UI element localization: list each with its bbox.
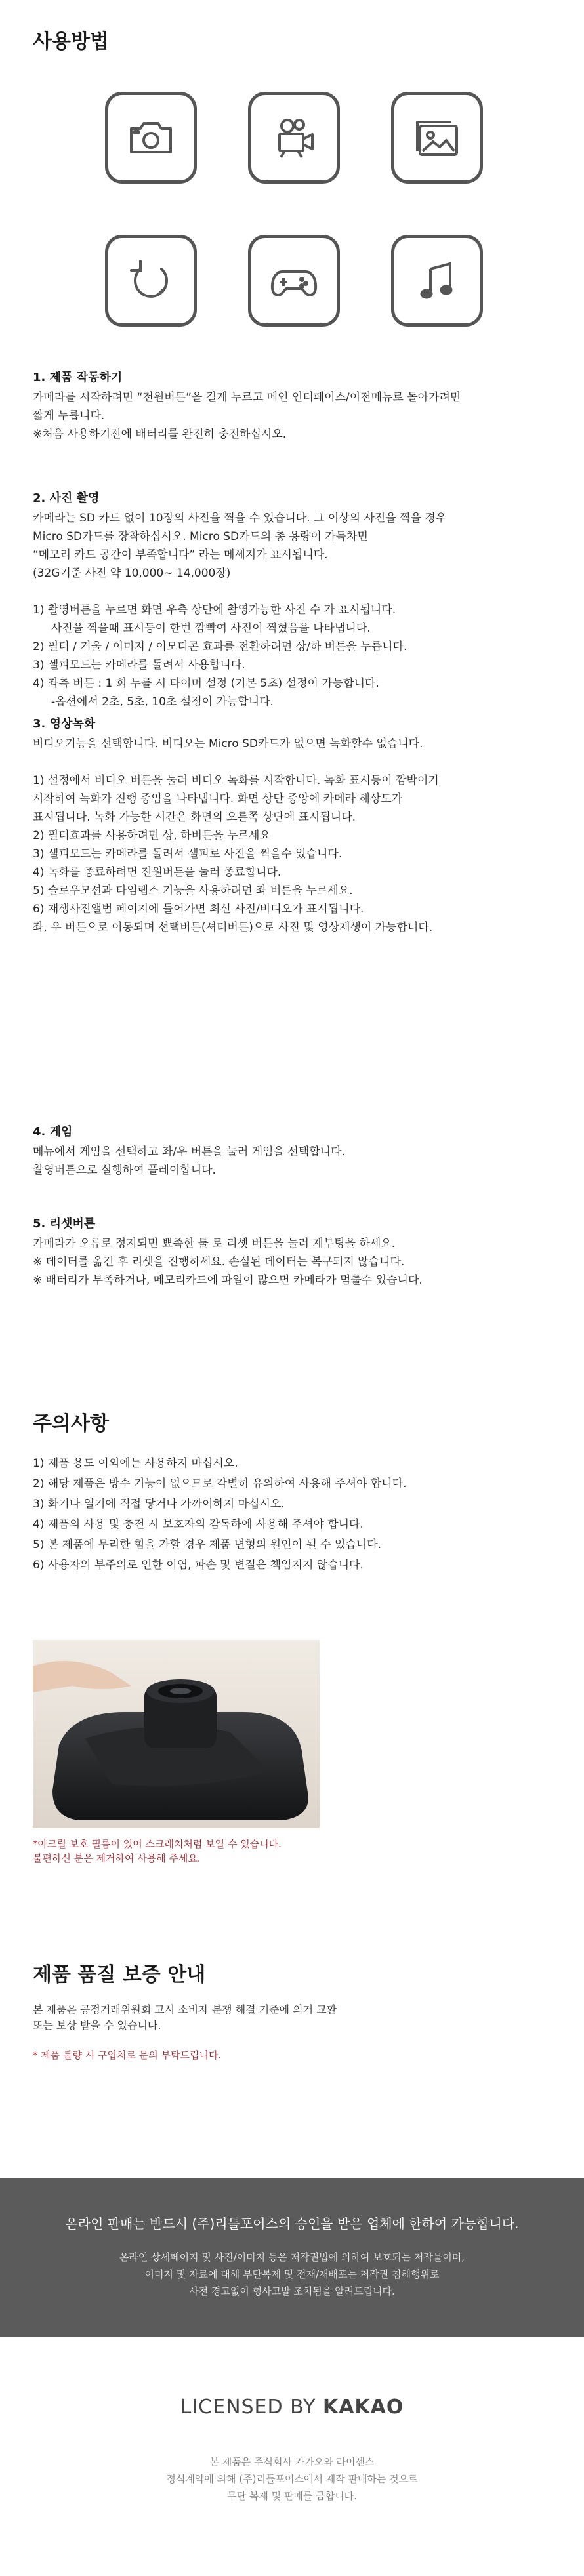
quality-note: * 제품 불량 시 구입처로 문의 부탁드립니다. xyxy=(33,2049,222,2061)
video-camera-icon xyxy=(248,92,340,184)
usage-section-power xyxy=(33,369,558,443)
text-line: 본 제품은 주식회사 카카오와 라이센스 xyxy=(209,2456,375,2468)
spacer xyxy=(33,583,558,601)
note-line: 불편하신 분은 제거하여 사용해 주세요. xyxy=(33,1852,201,1864)
text-line: (32G기준 사진 약 10,000~ 14,000장) xyxy=(33,567,231,580)
usage-title: 사용방법 xyxy=(33,30,109,53)
text-line: 1) 촬영버튼을 누르면 화면 우측 상단에 촬영가능한 사진 수 가 표시됩니다. xyxy=(33,603,396,617)
text-line: 사전 경고없이 형사고발 조치됨을 알려드립니다. xyxy=(189,2285,395,2297)
list-item: 1) 제품 용도 이외에는 사용하지 마십시오. xyxy=(33,1457,238,1470)
text-line: 비디오기능을 선택합니다. 비디오는 Micro SD카드가 없으면 녹화할수 없습니다. xyxy=(33,737,423,750)
text-line: 본 제품은 공정거래위원회 고시 소비자 분쟁 해결 기준에 의거 교환 xyxy=(33,2003,337,2016)
text-line: 5) 슬로우모션과 타임랩스 기능을 사용하려면 좌 버튼을 누르세요. xyxy=(33,884,353,897)
section-heading: 4. 게임 xyxy=(33,1125,73,1139)
text-line: 촬영버튼으로 실행하여 플레이합니다. xyxy=(33,1164,216,1177)
list-item: 6) 사용자의 부주의로 인한 이염, 파손 및 변질은 책임지지 않습니다. xyxy=(33,1559,364,1572)
quality-title: 제품 품질 보증 안내 xyxy=(33,1963,206,1986)
caution-list xyxy=(33,1454,558,1576)
text-line: 짧게 누릅니다. xyxy=(33,409,105,422)
text-line: -옵션에서 2초, 5초, 10초 설정이 가능합니다. xyxy=(51,695,274,708)
text-line: 또는 보상 받을 수 있습니다. xyxy=(33,2019,161,2032)
license-label xyxy=(0,2396,584,2419)
text-line: 2) 필터 / 거울 / 이미지 / 이모티콘 효과를 전환하려면 상/하 버튼을 누릅니다. xyxy=(33,640,407,653)
text-line: 정식계약에 의해 (주)리틀포어스에서 제작 판매하는 것으로 xyxy=(166,2473,418,2485)
text-line: 이미지 및 자료에 대해 부단복제 및 전재/재배포는 저작권 침해행위로 xyxy=(144,2268,440,2280)
product-photo xyxy=(33,1640,320,1828)
text-line: 온라인 상세페이지 및 사진/이미지 등은 저작권법에 의하여 보호되는 저작물이며, xyxy=(119,2251,465,2263)
text-line: 표시됩니다. 녹화 가능한 시간은 화면의 오른쪽 상단에 표시됩니다. xyxy=(33,811,356,824)
usage-section-game xyxy=(33,1123,558,1179)
text-line: 3) 셀피모드는 카메라를 돌려서 셀피로 사진을 찍을수 있습니다. xyxy=(33,848,343,861)
section-heading: 1. 제품 작동하기 xyxy=(33,371,123,384)
usage-section-reset xyxy=(33,1215,558,1290)
text-line: 시작하여 녹화가 진행 중임을 나타냅니다. 화면 상단 중앙에 카메라 해상도가 xyxy=(33,792,403,806)
gamepad-icon xyxy=(248,235,340,327)
caution-title: 주의사항 xyxy=(33,1412,109,1435)
text-line: 3) 셀피모드는 카메라를 돌려서 사용합니다. xyxy=(33,659,245,672)
text-line: ※ 배터리가 부족하거나, 메모리카드에 파일이 많으면 카메라가 멈출수 있습니다. xyxy=(33,1274,423,1287)
photo-note xyxy=(33,1837,282,1866)
text-line: 메뉴에서 게임을 선택하고 좌/우 버튼을 눌러 게임을 선택합니다. xyxy=(33,1145,345,1158)
text-line: 카메라를 시작하려면 “전원버튼”을 길게 누르고 메인 인터페이스/이전메뉴로 돌아가려면 xyxy=(33,391,461,404)
text-line: 좌, 우 버튼으로 이동되며 선택버튼(셔터버튼)으로 사진 및 영상재생이 가능합니다. xyxy=(33,921,433,934)
text-line: Micro SD카드를 장착하십시오. Micro SD카드의 총 용량이 가득차면 xyxy=(33,530,368,543)
note-line: *아크릴 보호 필름이 있어 스크래치처럼 보일 수 있습니다. xyxy=(33,1838,282,1850)
text-line: 카메라가 오류로 정지되면 뾰족한 툴 로 리셋 버튼을 눌러 재부팅을 하세요. xyxy=(33,1237,396,1250)
reset-icon xyxy=(105,235,197,327)
text-line: ※처음 사용하기전에 배터리를 완전히 충전하십시오. xyxy=(33,428,287,441)
list-item: 2) 해당 제품은 방수 기능이 없으므로 각별히 유의하여 사용해 주셔야 합니다. xyxy=(33,1477,407,1490)
text-line: 사진을 찍을때 표시등이 한번 깜빡여 사진이 찍혔음을 나타냅니다. xyxy=(51,622,371,635)
gallery-icon xyxy=(391,92,483,184)
license-text xyxy=(0,2453,584,2504)
license-label-brand: KAKAO xyxy=(322,2396,404,2419)
footer-main-text: 온라인 판매는 반드시 (주)리틀포어스의 승인을 받은 업체에 한하여 가능합니다. xyxy=(65,2216,519,2232)
text-line: ※ 데이터를 옮긴 후 리셋을 진행하세요. 손실된 데이터는 복구되지 않습니다. xyxy=(33,1256,405,1269)
usage-section-video xyxy=(33,715,558,937)
text-line: 6) 재생사진앨범 페이지에 들어가면 최신 사진/비디오가 표시됩니다. xyxy=(33,903,364,916)
list-item: 5) 본 제품에 무리한 힘을 가할 경우 제품 변형의 원인이 될 수 있습니다. xyxy=(33,1538,382,1551)
quality-body xyxy=(33,2002,545,2034)
text-line: 4) 좌측 버튼 : 1 회 누를 시 타이머 설정 (기본 5초) 설정이 가능합니다. xyxy=(33,677,379,690)
list-item: 3) 화기나 열기에 직접 닿거나 가까이하지 마십시오. xyxy=(33,1498,285,1511)
footer-notice xyxy=(0,2178,584,2337)
music-note-icon xyxy=(391,235,483,327)
usage-section-photo xyxy=(33,489,558,711)
section-heading: 5. 리셋버튼 xyxy=(33,1217,96,1231)
spacer xyxy=(33,753,558,771)
text-line: “메모리 카드 공간이 부족합니다” 라는 메세지가 표시됩니다. xyxy=(33,548,328,562)
text-line: 2) 필터효과를 사용하려면 상, 하버튼을 누르세요 xyxy=(33,829,270,842)
section-heading: 3. 영상녹화 xyxy=(33,717,96,731)
camera-icon xyxy=(105,92,197,184)
footer-sub-text xyxy=(0,2249,584,2300)
section-heading: 2. 사진 촬영 xyxy=(33,491,100,505)
text-line: 1) 설정에서 비디오 버튼을 눌러 비디오 녹화를 시작합니다. 녹화 표시등이 깜박이기 xyxy=(33,774,439,787)
text-line: 카메라는 SD 카드 없이 10장의 사진을 찍을 수 있습니다. 그 이상의 사진을 찍을 경우 xyxy=(33,512,447,525)
list-item: 4) 제품의 사용 및 충전 시 보호자의 감독하에 사용해 주셔야 합니다. xyxy=(33,1518,364,1531)
text-line: 4) 녹화를 종료하려면 전원버튼을 눌러 종료합니다. xyxy=(33,866,282,879)
license-label-light: LICENSED BY xyxy=(180,2396,323,2419)
text-line: 무단 복제 및 판매를 금합니다. xyxy=(227,2490,357,2502)
